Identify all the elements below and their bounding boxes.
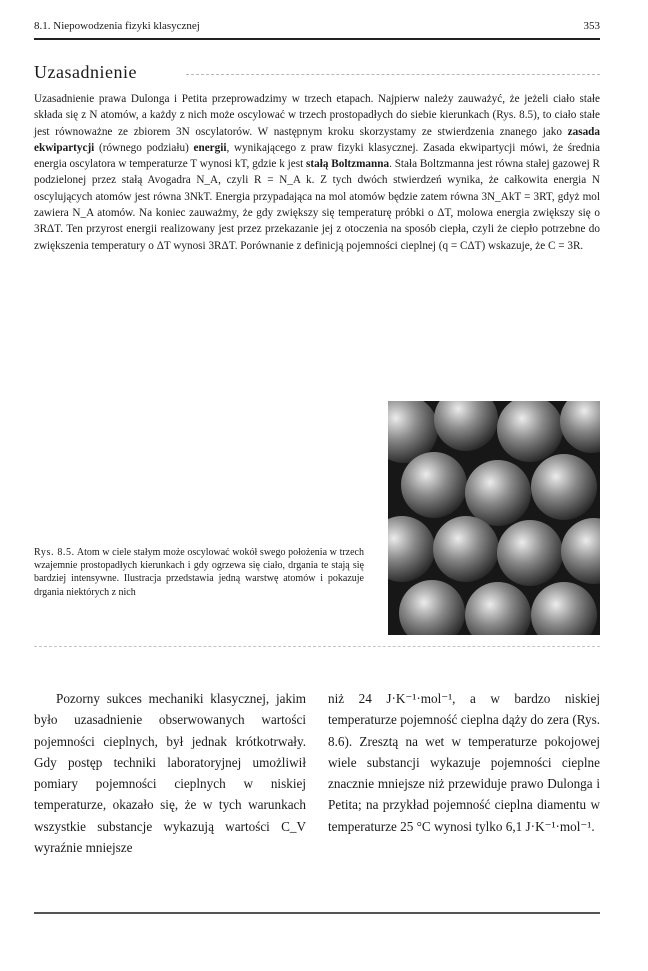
body-column-left: Pozorny sukces mechaniki klasycznej, jakim było uzasadnienie obserwowanych wartości pojemności cieplnych, był jednak krótkotrwały. Gdy postęp techniki laboratoryjnej umożliwił pomiary pojemności cieplnych w niskiej temperaturze, okazało się, że w tych warunkach wszystkie substancje wykazują wartości C_V wyraźnie mniejsze bbox=[34, 691, 306, 856]
running-header-section: 8.1. Niepowodzenia fizyki klasycznej bbox=[34, 20, 200, 32]
intro-text-4: . Stała Boltzmanna jest równa stałej gazowej R podzielonej przez stałą Avogadra N_A, czyli R = N_A k. Z tych dwóch stwierdzeń wynika, że całkowita energia N oscylujących atomów jest równa 3NkT. Energia przypadająca na mol atomów będzie zatem równa 3N_AkT = 3RT, gdyż mol zawiera N_A atomów. Na koniec zauważmy, że gdy zwiększy się temperaturę próbki o ΔT, molowa energia zwiększy się o 3RΔT. Ten przyrost energii realizowany jest przez przekazanie jej z otoczenia na sposób ciepła, czyli że ciepło potrzebne do zwiększenia temperatury o ΔT wynosi 3RΔT. Porównanie z definicją pojemności cieplnej (q = CΔT) wskazuje, że C = 3R. bbox=[34, 158, 601, 252]
atom-sphere bbox=[560, 401, 600, 453]
running-header bbox=[34, 20, 600, 38]
atom-sphere bbox=[531, 454, 597, 520]
intro-paragraph bbox=[34, 91, 600, 254]
atom-sphere bbox=[433, 516, 499, 582]
atom-sphere bbox=[465, 582, 531, 635]
figure-caption-text: Atom w ciele stałym może oscylować wokół swego położenia w trzech wzajemnie prostopadłych kierunkach i gdy ogrzewa się ciało, drgania te stają się bardziej intensywne. Ilustracja przedstawia jedną warstwę atomów i pokazuje drgania niektórych z nich bbox=[34, 547, 364, 598]
term-boltzmann: stałą Boltzmanna bbox=[306, 158, 390, 171]
atom-sphere bbox=[434, 401, 498, 451]
atom-sphere bbox=[561, 518, 600, 584]
page-number: 353 bbox=[583, 20, 600, 32]
body-column-right: niż 24 J·K⁻¹·mol⁻¹, a w bardzo niskiej temperaturze pojemność cieplna dąży do zera (Rys. 8.6). Zresztą na wet w temperaturze pokojowej wiele substancji wykazuje pojemności cieplne znacznie mniejsze niż przewiduje prawo Dulonga i Petita; na przykład pojemność cieplna diamentu w temperaturze 25 °C wynosi tylko 6,1 J·K⁻¹·mol⁻¹. bbox=[328, 691, 600, 834]
atom-sphere bbox=[388, 516, 435, 582]
section-heading bbox=[34, 62, 600, 86]
figure-separator bbox=[34, 646, 600, 647]
atom-sphere bbox=[465, 460, 531, 526]
atom-sphere bbox=[399, 580, 465, 635]
atom-sphere bbox=[531, 582, 597, 635]
term-energy: energii bbox=[193, 141, 227, 154]
intro-text-3: , wynikającego z praw fizyki klasycznej. Zasada ekwipartycji mówi, że średnia energia oscylatora w temperaturze T wynosi kT, gdzie k jest bbox=[34, 141, 600, 171]
atom-sphere bbox=[401, 452, 467, 518]
section-title-rule bbox=[186, 74, 600, 75]
figure-label: Rys. 8.5. bbox=[34, 547, 75, 558]
figure-atoms-layer bbox=[388, 401, 600, 635]
section-title: Uzasadnienie bbox=[34, 62, 137, 82]
term-equipartition: zasada ekwipartycji bbox=[34, 125, 600, 154]
intro-text-2: (równego podziału) bbox=[94, 141, 194, 154]
atoms-illustration bbox=[388, 401, 600, 635]
footer-rule bbox=[34, 912, 600, 914]
atom-sphere bbox=[497, 520, 563, 586]
atom-spheres bbox=[388, 401, 600, 635]
atom-sphere bbox=[497, 401, 563, 462]
header-rule bbox=[34, 38, 600, 40]
figure-caption bbox=[34, 546, 364, 599]
intro-text-1: Uzasadnienie prawa Dulonga i Petita przeprowadzimy w trzech etapach. Najpierw należy zauważyć, że jeżeli ciało stałe składa się z N atomów, a każdy z nich może oscylować w trzech prostopadłych do siebie kierunkach (Rys. 8.5), to ciało stałe jest równoważne ze zbiorem 3N oscylatorów. W następnym kroku skorzystamy ze stwierdzenia znanego jako bbox=[34, 93, 600, 138]
